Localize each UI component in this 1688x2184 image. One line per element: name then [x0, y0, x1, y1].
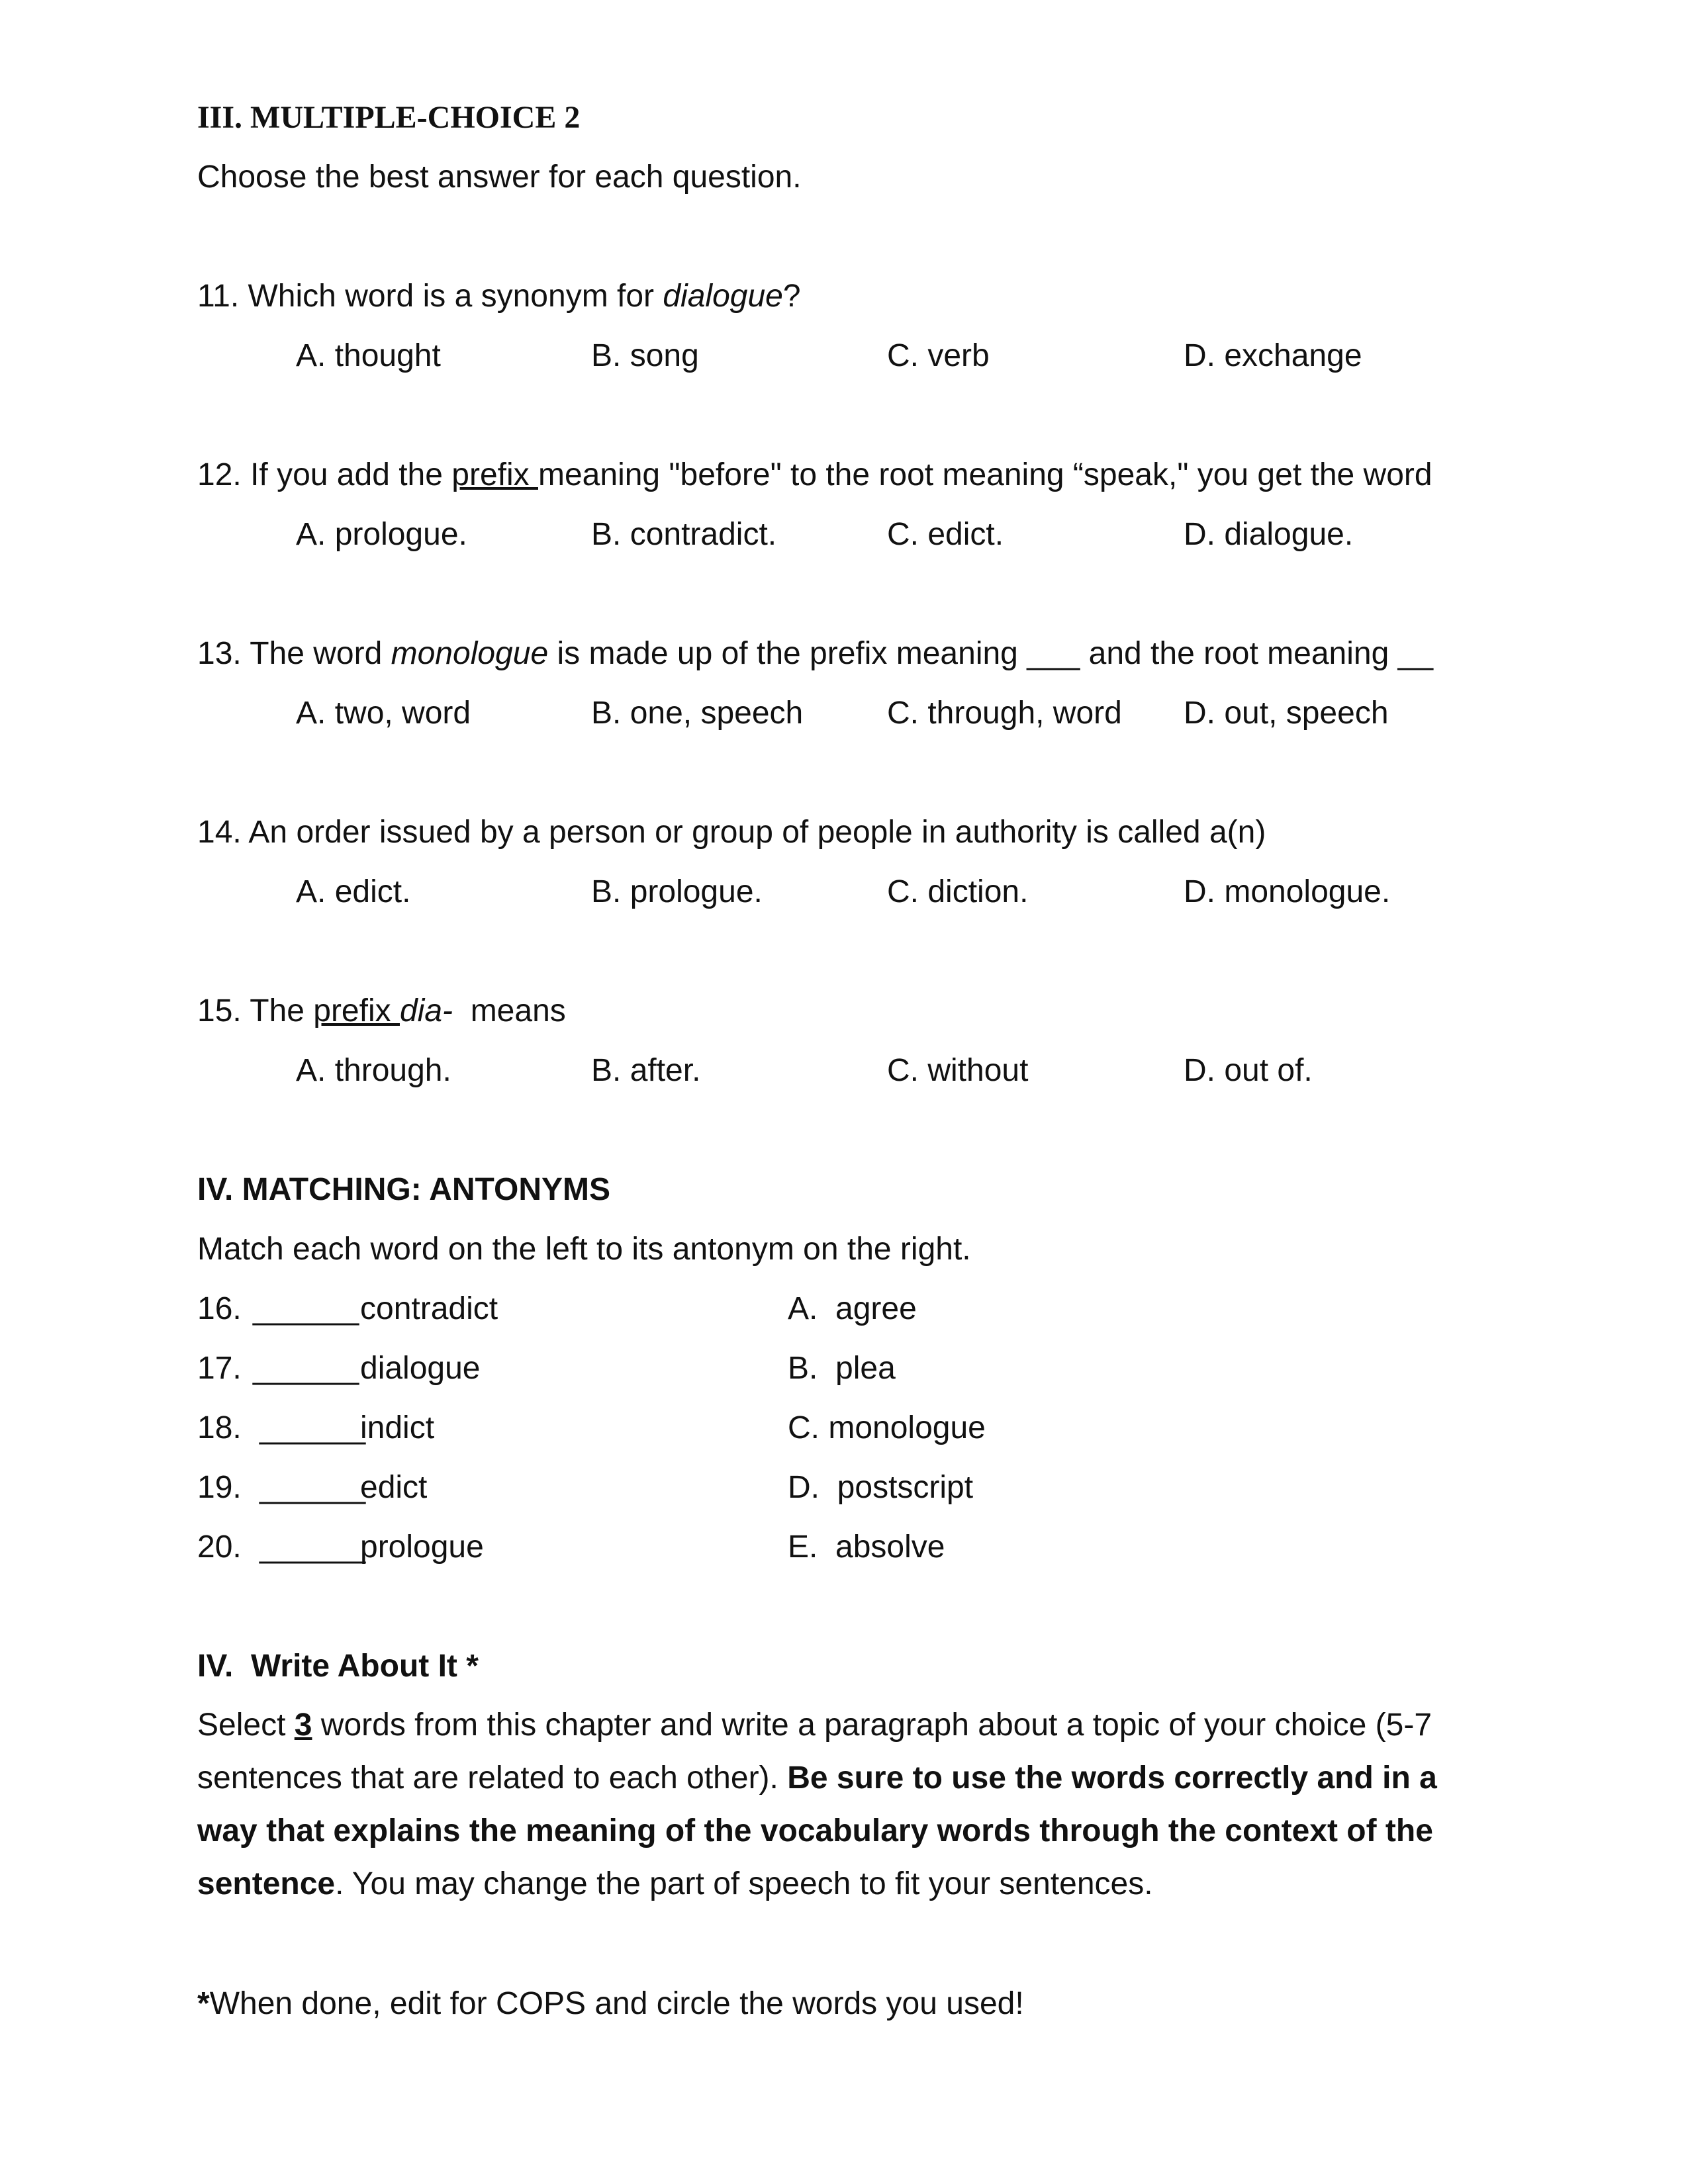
- question-11: 11. Which word is a synonym for dialogue?: [197, 279, 801, 314]
- match-number: 18.: [197, 1410, 242, 1445]
- word-count-number: 3: [294, 1707, 312, 1743]
- q12-option-b[interactable]: B. contradict.: [591, 517, 777, 552]
- antonym-option: C. monologue: [788, 1410, 986, 1445]
- question-15-term: dia-: [399, 993, 453, 1028]
- final-note: *When done, edit for COPS and circle the words you used!: [197, 1986, 1024, 2021]
- antonym-option: B. plea: [788, 1351, 896, 1386]
- question-15-underlined-term: prefix: [313, 993, 400, 1028]
- match-answer-blank[interactable]: ______: [253, 1351, 359, 1386]
- question-14: 14. An order issued by a person or group of people in authority is called a(n): [197, 815, 1266, 850]
- q15-option-b[interactable]: B. after.: [591, 1053, 701, 1088]
- match-word: dialogue: [360, 1351, 481, 1386]
- section-title-multiple-choice: III. MULTIPLE-CHOICE 2: [197, 100, 581, 135]
- antonym-option: A. agree: [788, 1291, 917, 1326]
- match-answer-blank[interactable]: ______: [259, 1529, 366, 1565]
- match-word: edict: [360, 1470, 428, 1505]
- question-13-term: monologue: [391, 636, 549, 671]
- section-title-matching: IV. MATCHING: ANTONYMS: [197, 1172, 611, 1207]
- q13-option-b[interactable]: B. one, speech: [591, 696, 804, 731]
- q11-option-b[interactable]: B. song: [591, 338, 699, 373]
- q12-option-c[interactable]: C. edict.: [887, 517, 1004, 552]
- match-number: 20.: [197, 1529, 242, 1565]
- match-answer-blank[interactable]: ______: [259, 1470, 366, 1505]
- question-13: 13. The word monologue is made up of the prefix meaning ___ and the root meaning __: [197, 636, 1434, 671]
- q13-option-a[interactable]: A. two, word: [296, 696, 471, 731]
- q12-option-a[interactable]: A. prologue.: [296, 517, 467, 552]
- match-number: 16.: [197, 1291, 242, 1326]
- match-number: 19.: [197, 1470, 242, 1505]
- question-12-underlined-term: prefix: [451, 457, 538, 492]
- q11-option-d[interactable]: D. exchange: [1184, 338, 1362, 373]
- question-15: 15. The prefix dia- means: [197, 993, 566, 1028]
- match-word: indict: [360, 1410, 435, 1445]
- q14-option-d[interactable]: D. monologue.: [1184, 874, 1391, 909]
- antonym-option: D. postscript: [788, 1470, 974, 1505]
- match-answer-blank[interactable]: ______: [253, 1291, 359, 1326]
- match-word: prologue: [360, 1529, 484, 1565]
- q14-option-a[interactable]: A. edict.: [296, 874, 411, 909]
- section-instructions: Choose the best answer for each question.: [197, 159, 802, 195]
- paragraph-emphasis: Be sure to use the words correctly and in a way that explains the meaning of the vocabulary words through the context of the sentence: [197, 1760, 1437, 1901]
- match-number: 17.: [197, 1351, 242, 1386]
- q15-option-d[interactable]: D. out of.: [1184, 1053, 1313, 1088]
- q14-option-b[interactable]: B. prologue.: [591, 874, 763, 909]
- q13-option-d[interactable]: D. out, speech: [1184, 696, 1389, 731]
- match-word: contradict: [360, 1291, 498, 1326]
- q14-option-c[interactable]: C. diction.: [887, 874, 1029, 909]
- q11-option-c[interactable]: C. verb: [887, 338, 990, 373]
- q13-option-c[interactable]: C. through, word: [887, 696, 1122, 731]
- match-answer-blank[interactable]: ______: [259, 1410, 366, 1445]
- section-title-write-about-it: IV. Write About It *: [197, 1649, 479, 1684]
- question-11-term: dialogue: [663, 279, 783, 314]
- question-12: 12. If you add the prefix meaning "before" to the root meaning “speak," you get the word: [197, 457, 1432, 492]
- q11-option-a[interactable]: A. thought: [296, 338, 441, 373]
- q12-option-d[interactable]: D. dialogue.: [1184, 517, 1354, 552]
- matching-instructions: Match each word on the left to its antonym on the right.: [197, 1232, 971, 1267]
- write-about-it-paragraph: Select 3 words from this chapter and write a paragraph about a topic of your choice (5-7 sentences that are related to each other). Be sure to use the words correctly and in a way that explains the meaning of the vocabulary words through the context of the sentence. You may change the part of speech to fit your sentences.: [197, 1707, 1437, 1901]
- antonym-option: E. absolve: [788, 1529, 945, 1565]
- q15-option-c[interactable]: C. without: [887, 1053, 1029, 1088]
- q15-option-a[interactable]: A. through.: [296, 1053, 451, 1088]
